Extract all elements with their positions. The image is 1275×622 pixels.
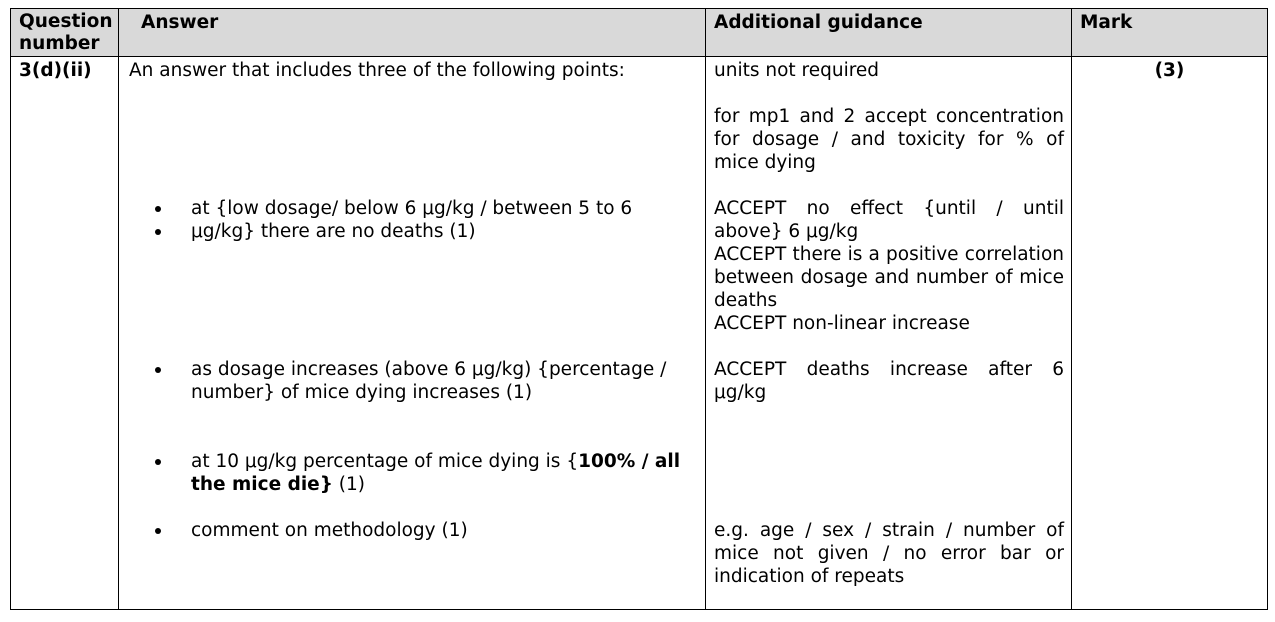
answer-intro: An answer that includes three of the following points: <box>129 60 625 81</box>
mark-cell <box>1072 57 1268 610</box>
guidance-accept-concentration: for mp1 and 2 accept concentration for dosage / and toxicity for % of mice dying <box>714 106 1064 173</box>
header-guidance: Additional guidance <box>714 12 923 33</box>
bullet-icon <box>155 367 161 373</box>
answer-cell <box>119 57 706 610</box>
list-item <box>155 450 681 496</box>
guidance-deaths-increase: ACCEPT deaths increase after 6 μg/kg <box>714 359 1064 403</box>
answer-row <box>11 57 1268 610</box>
bullet-icon <box>155 459 161 465</box>
header-mark-cell <box>1072 9 1268 57</box>
bullet-icon <box>155 229 161 235</box>
point-1-line-1: at {low dosage/ below 6 μg/kg / between 5 to 6 <box>191 198 633 219</box>
point-3-bold: 100% / all the mice die} <box>191 451 681 495</box>
header-answer: Answer <box>141 12 219 33</box>
point-1-line-2: μg/kg} there are no deaths (1) <box>191 221 476 242</box>
guidance-units: units not required <box>714 60 880 81</box>
mark-value: (3) <box>1154 60 1185 81</box>
point-2-line-2: number} of mice dying increases (1) <box>191 382 533 403</box>
header-guidance-cell <box>706 9 1072 57</box>
guidance-methodology: e.g. age / sex / strain / number of mice not given / no error bar or indication of repeats <box>714 520 1064 587</box>
guidance-positive-correlation: ACCEPT there is a positive correlation between dosage and number of mice deaths <box>714 244 1064 311</box>
point-4-text: comment on methodology (1) <box>191 520 468 541</box>
bullet-icon <box>155 528 161 534</box>
header-question-cell <box>11 9 119 57</box>
header-row <box>11 9 1268 57</box>
point-2-line-1: as dosage increases (above 6 μg/kg) {percentage / <box>191 359 667 380</box>
header-answer-cell <box>119 9 706 57</box>
guidance-non-linear: ACCEPT non-linear increase <box>714 313 970 334</box>
point-3-lead: at 10 μg/kg percentage of mice dying is { <box>191 451 579 472</box>
header-question: Question number <box>19 11 113 54</box>
guidance-cell <box>706 57 1072 610</box>
list-item <box>155 358 675 404</box>
question-number-cell <box>11 57 119 610</box>
point-3-text <box>191 450 691 496</box>
list-item <box>155 519 675 542</box>
point-3-tail: (1) <box>332 474 365 495</box>
question-number: 3(d)(ii) <box>19 60 92 81</box>
list-item <box>155 197 675 243</box>
mark-scheme-table <box>10 8 1268 610</box>
bullet-icon <box>155 206 161 212</box>
header-mark: Mark <box>1080 12 1133 33</box>
guidance-no-effect: ACCEPT no effect {until / until above} 6 μg/kg <box>714 198 1064 242</box>
